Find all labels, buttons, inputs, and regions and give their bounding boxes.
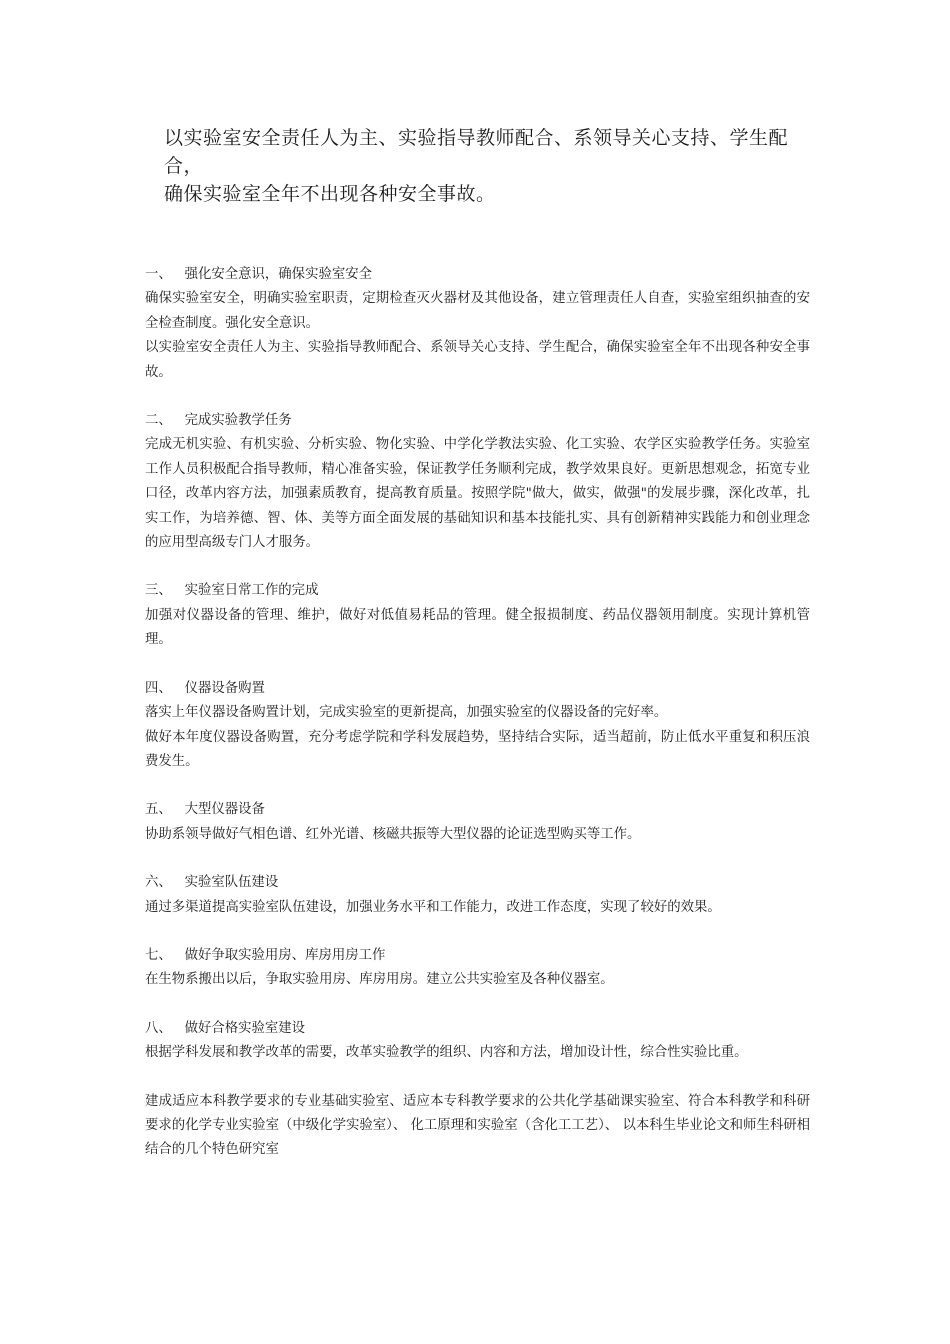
section-title: 大型仪器设备: [184, 802, 265, 818]
section-heading: [145, 263, 810, 287]
closing-text: 建成适应本科教学要求的专业基础实验室、适应本专科教学要求的公共化学基础课实验室、符合本科教学和科研要求的化学专业实验室（中级化学实验室）、 化工原理和实验室（含化工工艺）、 以本科生毕业论文和师生科研相结合的几个特色研究室: [145, 1093, 810, 1158]
section-number: 七、: [145, 947, 172, 963]
section-title: 完成实验教学任务: [184, 413, 292, 429]
header-line: 确保实验室全年不出现各种安全事故。: [164, 183, 496, 205]
section-paragraph: 以实验室安全责任人为主、实验指导教师配合、系领导关心支持、学生配合，确保实验室全年不出现各种安全事故。: [145, 340, 810, 380]
section-number: 一、: [145, 267, 172, 282]
section-paragraph: 在生物系搬出以后，争取实验用房、库房用房。建立公共实验室及各种仪器室。: [145, 972, 614, 988]
section-paragraph: 确保实验室安全，明确实验室职责，定期检查灭火器材及其他设备，建立管理责任人自查，实验室组织抽查的安全检查制度。强化安全意识。: [145, 291, 810, 331]
section-paragraph: 通过多渠道提高实验室队伍建设，加强业务水平和工作能力，改进工作态度，实现了较好的效果。: [145, 899, 721, 915]
section-title: 做好合格实验室建设: [184, 1020, 306, 1036]
section-heading: [145, 871, 810, 895]
section-heading: [145, 677, 810, 701]
section-number: 二、: [145, 413, 172, 429]
section-heading: [145, 798, 810, 822]
section-heading: [145, 409, 810, 433]
section-heading: [145, 1017, 810, 1041]
header-quote: [164, 124, 824, 208]
section-paragraph: 加强对仪器设备的管理、维护，做好对低值易耗品的管理。健全报损制度、药品仪器领用制度。实现计算机管理。: [145, 607, 810, 648]
section-title: 仪器设备购置: [184, 680, 265, 696]
section-number: 三、: [145, 583, 172, 599]
header-line: 以实验室安全责任人为主、实验指导教师配合、系领导关心支持、学生配合，: [164, 127, 789, 177]
section-paragraph: 落实上年仪器设备购置计划，完成实验室的更新提高，加强实验室的仪器设备的完好率。: [145, 705, 668, 721]
section-5: [145, 798, 810, 847]
section-number: 四、: [145, 680, 172, 696]
closing-paragraph: [145, 1090, 810, 1163]
section-paragraph: 协助系领导做好气相色谱、红外光谱、核磁共振等大型仪器的论证选型购买等工作。: [145, 826, 641, 842]
section-number: 六、: [145, 875, 172, 891]
section-1: [145, 263, 810, 385]
section-title: 实验室日常工作的完成: [184, 583, 319, 599]
section-paragraph: 根据学科发展和教学改革的需要，改革实验教学的组织、内容和方法，增加设计性，综合性实验比重。: [145, 1045, 748, 1061]
section-title: 实验室队伍建设: [184, 875, 279, 891]
section-3: [145, 579, 810, 652]
section-6: [145, 871, 810, 920]
section-heading: [145, 944, 810, 968]
section-2: [145, 409, 810, 555]
section-number: 五、: [145, 802, 172, 818]
section-7: [145, 944, 810, 993]
section-number: 八、: [145, 1020, 172, 1036]
section-paragraph: 做好本年度仪器设备购置，充分考虑学院和学科发展趋势，坚持结合实际，适当超前，防止低水平重复和积压浪费发生。: [145, 729, 810, 769]
section-paragraph: 完成无机实验、有机实验、分析实验、物化实验、中学化学教法实验、化工实验、农学区实验教学任务。实验室工作人员积极配合指导教师，精心准备实验，保证教学任务顺利完成，教学效果良好。更新思想观念，拓宽专业口径，改革内容方法，加强素质教育，提高教育质量。按照学院"做大，做实，做强"的发展步骤，深化改革，扎实工作，为培养德、智、体、美等方面全面发展的基础知识和基本技能扎实、具有创新精神实践能力和创业理念的应用型高级专门人才服务。: [145, 437, 810, 551]
section-4: [145, 677, 810, 775]
section-heading: [145, 579, 810, 603]
section-8: [145, 1017, 810, 1066]
section-title: 强化安全意识，确保实验室安全: [184, 267, 373, 282]
document-body: [145, 263, 810, 1163]
section-title: 做好争取实验用房、库房用房工作: [184, 947, 386, 963]
